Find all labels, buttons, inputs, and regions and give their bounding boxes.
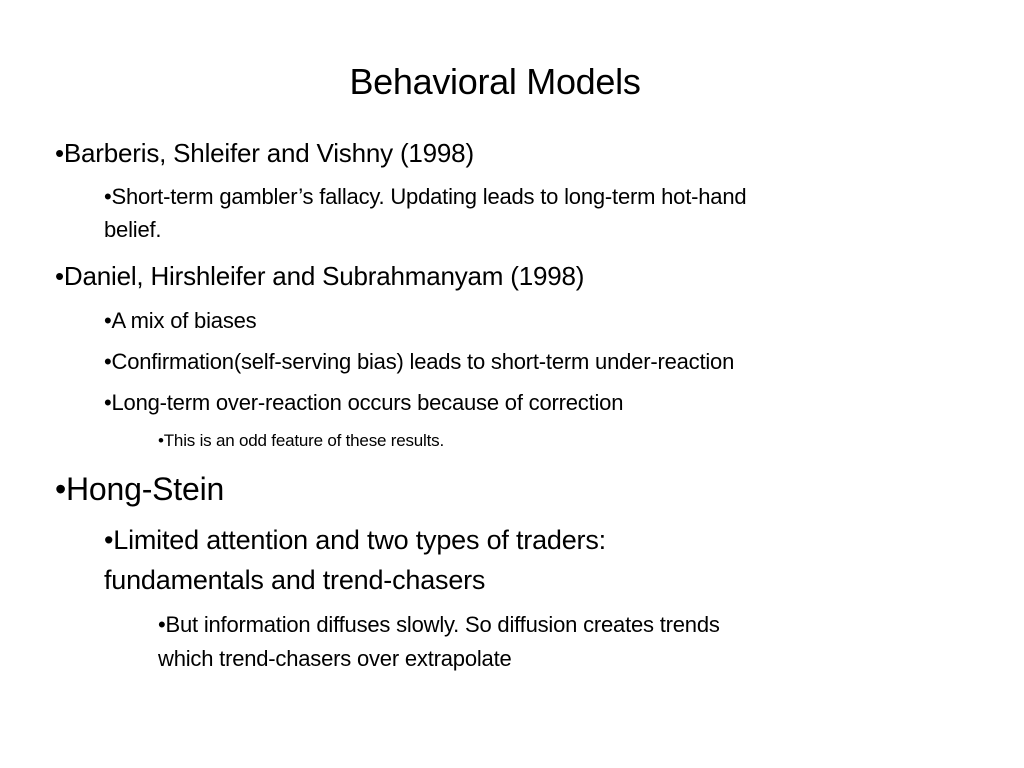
slide-title: Behavioral Models: [349, 61, 641, 102]
dhs-point-2: •Confirmation(self-serving bias) leads to short-term under-reaction: [104, 349, 735, 374]
bsv-point-line2: belief.: [104, 217, 162, 242]
dhs-subpoint: •This is an odd feature of these results.: [158, 431, 444, 450]
hs-point-line2: fundamentals and trend-chasers: [104, 565, 486, 595]
dhs-heading: •Daniel, Hirshleifer and Subrahmanyam (1998): [55, 261, 585, 291]
bsv-point-line1: •Short-term gambler’s fallacy. Updating leads to long-term hot-hand: [104, 184, 747, 209]
hs-subpoint-line1: •But information diffuses slowly. So diffusion creates trends: [158, 612, 720, 637]
dhs-point-3: •Long-term over-reaction occurs because of correction: [104, 390, 624, 415]
hs-heading: •Hong-Stein: [55, 471, 225, 507]
dhs-point-1: •A mix of biases: [104, 308, 257, 333]
bsv-heading: •Barberis, Shleifer and Vishny (1998): [55, 138, 474, 168]
hs-point-line1: •Limited attention and two types of traders:: [104, 525, 606, 555]
hs-subpoint-line2: which trend-chasers over extrapolate: [158, 646, 512, 671]
